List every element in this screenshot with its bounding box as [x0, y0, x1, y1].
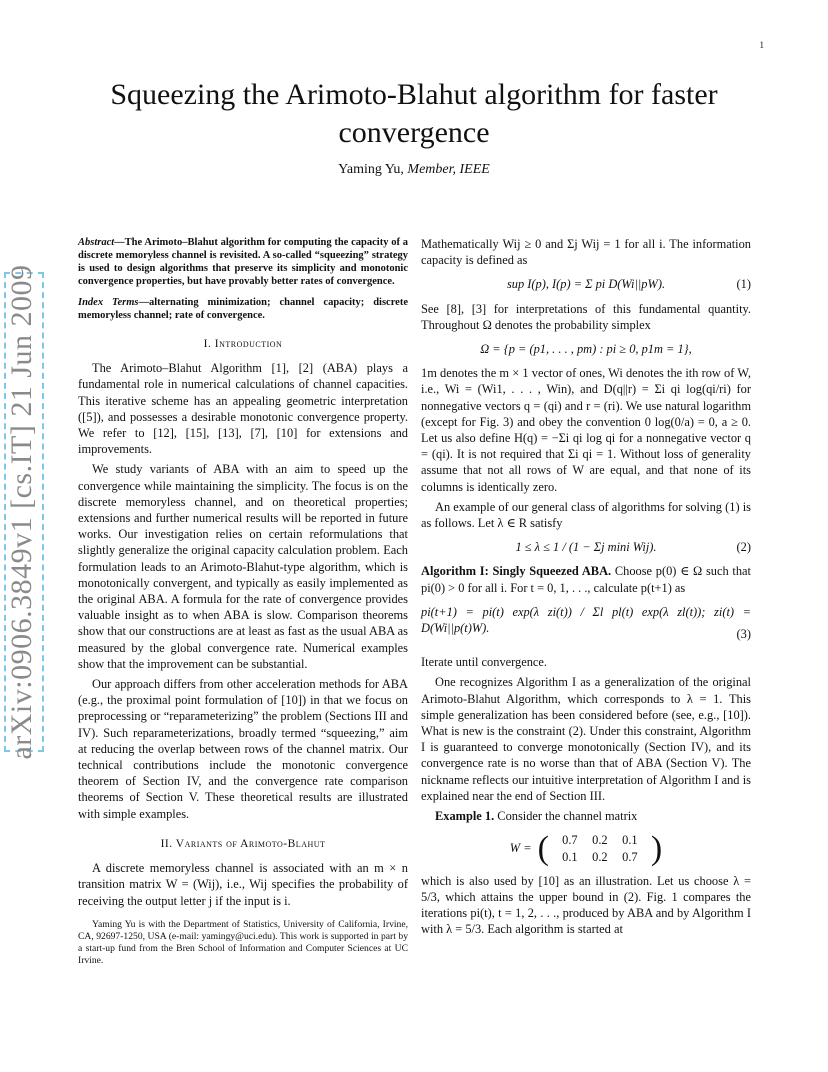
- author-role: Member, IEEE: [407, 162, 490, 177]
- abstract-text: —The Arimoto–Blahut algorithm for computing the capacity of a discrete memoryless channel is revisited. A so-called “squeezing” strategy is used to design algorithms that preserve its simplicity and monotonic convergence properties, but have provably better rates of convergence.: [78, 237, 408, 287]
- simplex-equation: Ω = {p = (p1, . . . , pm) : pi ≥ 0, p1m = 1},: [480, 342, 692, 357]
- algorithm-1: [421, 563, 751, 595]
- left-column: [78, 236, 408, 971]
- example-1: [421, 808, 751, 824]
- equation-2-body: 1 ≤ λ ≤ 1 / (1 − Σj mini Wij).: [515, 540, 657, 555]
- channel-matrix-display: [509, 829, 663, 867]
- arxiv-stamp: arXiv:0906.3849v1 [cs.IT] 21 Jun 2009: [5, 264, 38, 760]
- index-terms: [78, 296, 408, 322]
- equation-3: [421, 604, 751, 641]
- variants-paragraph-1: A discrete memoryless channel is associated with an m × n transition matrix W = (Wij), i.e., Wij specifies the probability of receiving the output letter j if the input is i.: [78, 861, 408, 908]
- author-name: Yaming Yu,: [338, 162, 404, 177]
- matrix-cell: 0.2: [592, 833, 608, 848]
- iterate-paragraph: Iterate until convergence.: [421, 655, 548, 670]
- equation-1: [421, 276, 751, 292]
- matrix-cell: 0.1: [622, 833, 638, 848]
- author-line: [60, 162, 768, 178]
- capacity-paragraph: Mathematically Wij ≥ 0 and Σj Wij = 1 for all i. The information capacity is defined as: [421, 237, 751, 268]
- channel-matrix: [421, 829, 751, 867]
- equation-3-body: pi(t+1) = pi(t) exp(λ zi(t)) / Σl pl(t) exp(λ zl(t)); zi(t) = D(Wi||p(t)W).: [421, 604, 751, 636]
- algorithm-1-text: Choose p(0) ∈ Ω such that pi(0) > 0 for all i. For t = 0, 1, . . ., calculate p(t+1) as: [421, 564, 751, 595]
- matrix-cell: 0.7: [562, 833, 578, 848]
- interpretation-paragraph: See [8], [3] for interpretations of this fundamental quantity. Throughout Ω denotes the probability simplex: [421, 301, 751, 332]
- notation-paragraph: 1m denotes the m × 1 vector of ones, Wi denotes the ith row of W, i.e., Wi = (Wi1, . . . , Win), and D(q||r) = Σi qi log(qi/ri) for nonnegative vectors q = (qi) and r = (ri). We use natural logarithm (except for Fig. 3) and obey the convention 0 log(0/a) = 0, a ≥ 0. Let us also define H(q) = −Σi qi log qi for a nonnegative vector q = (qi). It is not required that Σi qi = 1. Without loss of generality assume that not all rows of W are equal, and that none of its columns is identically zero.: [421, 366, 751, 494]
- example-continuation-paragraph: which is also used by [10] as an illustration. Let us choose λ = 5/3, which attains the upper bound in (2). Fig. 1 compares the iterations pi(t), t = 1, 2, . . ., produced by ABA and by Algorithm I with λ = 5/3. Each algorithm is started at: [421, 873, 751, 937]
- example-1-text: Consider the channel matrix: [494, 809, 638, 824]
- right-column: [421, 236, 751, 942]
- intro-paragraph-1: The Arimoto–Blahut Algorithm [1], [2] (ABA) plays a fundamental role in numerical calculations of channel capacities. This iterative scheme has an appealing geometric interpretation ([5]), and possesses a desirable monotonic convergence property. We refer to [12], [15], [13], [7], [10] for extensions and improvements.: [78, 361, 408, 457]
- channel-matrix-lhs: W =: [509, 841, 532, 856]
- matrix-body: [555, 832, 645, 864]
- right-paren: ): [650, 829, 663, 867]
- abstract: [78, 236, 408, 288]
- section-heading-variants: II. Variants of Arimoto-Blahut: [160, 837, 326, 850]
- matrix-cell: 0.7: [622, 849, 638, 864]
- index-terms-label: Index Terms: [78, 297, 139, 308]
- equation-3-number: (3): [736, 626, 751, 641]
- equation-2: [421, 539, 751, 555]
- generalization-paragraph: One recognizes Algorithm I as a generalization of the original Arimoto-Blahut Algorithm, which corresponds to λ = 1. This simple generalization has been considered before (see, e.g., [10]). What is new is the constraint (2). Under this constraint, Algorithm I is guaranteed to converge monotonically (Section IV), and its convergence rate is no worse than that of ABA (Section V). The nickname reflects our intuitive interpretation of Algorithm I and is explained near the end of Section III.: [421, 675, 751, 803]
- footnote: Yaming Yu is with the Department of Statistics, University of California, Irvine, CA, 92697-1250, USA (e-mail: yamingy@uci.edu). This work is supported in part by a start-up fund from the Bren School of Information and Computer Sciences at UC Irvine.: [78, 918, 408, 966]
- equation-2-number: (2): [736, 540, 751, 555]
- intro-paragraph-2: We study variants of ABA with an aim to speed up the convergence while maintaining the simplicity. The focus is on the discrete memoryless channel, and on theoretical properties; extensions and further numerical results will be reported in future works. Our investigation relies on certain reformulations that slightly generalize the original capacity calculation problem. Each formulation leads to an Arimoto-Blahut-type algorithm, which is monotonically convergent, and typically as easily implemented as the original ABA. A formula for the rate of convergence provides valuable insight as to when ABA is slow. Comparison theorems show that our constructions are at least as fast as the usual ABA as measured by the global convergence rate. Numerical examples show that the improvement can be substantial.: [78, 462, 408, 671]
- section-heading-introduction: I. Introduction: [203, 338, 283, 350]
- page-number: 1: [759, 40, 764, 50]
- equation-1-number: (1): [736, 277, 751, 292]
- left-paren: (: [537, 829, 549, 867]
- example-intro-paragraph: An example of our general class of algorithms for solving (1) is as follows. Let λ ∈ R satisfy: [421, 499, 751, 531]
- equation-1-body: sup I(p), I(p) = Σ pi D(Wi||pW).: [506, 277, 666, 292]
- index-terms-text: —alternating minimization; channel capacity; discrete memoryless channel; rate of convergence.: [78, 297, 408, 321]
- abstract-label: Abstract: [78, 237, 115, 248]
- algorithm-1-label: Algorithm I: Singly Squeezed ABA.: [421, 564, 612, 579]
- example-1-label: Example 1.: [435, 809, 495, 824]
- intro-paragraph-3: Our approach differs from other acceleration methods for ABA (e.g., the proximal point formulation of [10]) in that we focus on preprocessing or “reparameterizing” the problem (Sections III and IV). Such reparameterizations, broadly termed “squeezing,” aim at reducing the overlap between rows of the channel matrix. Our technical contributions include the monotonic convergence theorem of Section IV, and the convergence rate comparison theorems of Section V. These theoretical results are illustrated with simple examples.: [78, 677, 408, 821]
- paper-title: Squeezing the Arimoto-Blahut algorithm for faster convergence: [110, 78, 718, 149]
- matrix-cell: 0.1: [562, 849, 578, 864]
- matrix-cell: 0.2: [592, 849, 608, 864]
